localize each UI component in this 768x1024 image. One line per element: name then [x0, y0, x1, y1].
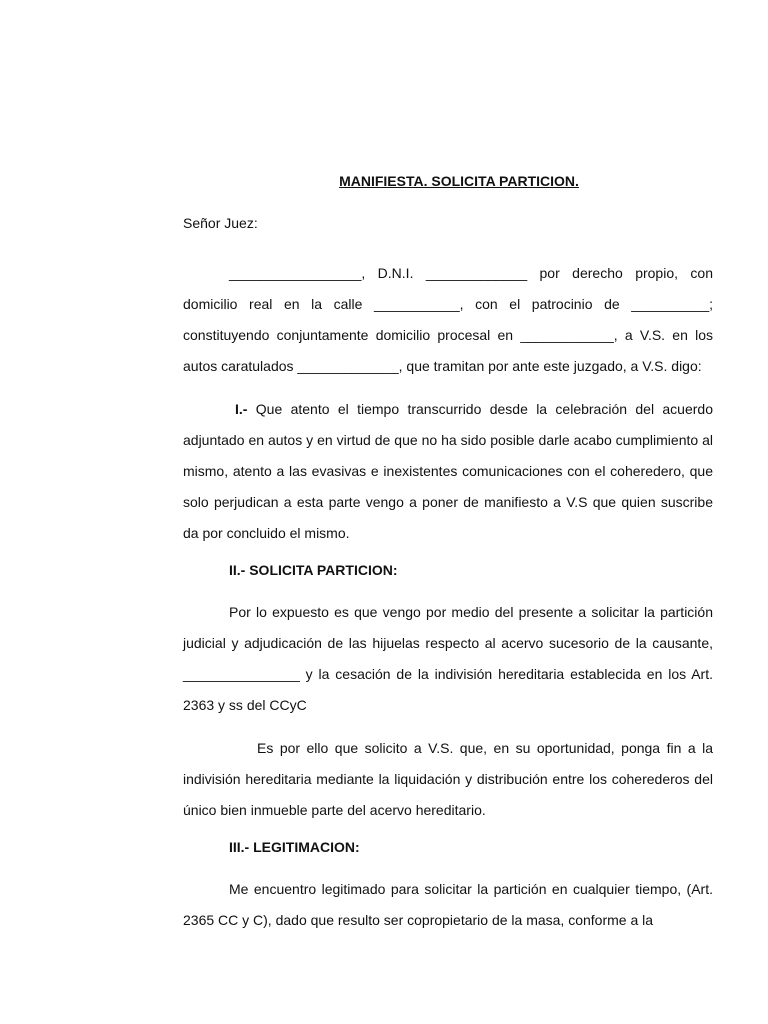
document-body — [183, 172, 713, 948]
section-1-label: I.- — [235, 401, 248, 417]
intro-paragraph: _________________, D.N.I. _____________ por derecho propio, con domicilio real en la calle ___________, con el patrocinio de __________; constituyendo conjuntamente domicilio procesal en ____________, a V.S. en los autos caratulados _____________, que tramitan por ante este juzgado, a V.S. digo: — [183, 265, 713, 374]
document-title: MANIFIESTA. SOLICITA PARTICION. — [339, 173, 579, 189]
section-2-paragraph-2: Es por ello que solicito a V.S. que, en su oportunidad, ponga fin a la indivisión hereditaria mediante la liquidación y distribución entre los coherederos del único bien inmueble parte del acervo hereditario. — [183, 740, 713, 818]
section-2-heading: II.- SOLICITA PARTICION: — [229, 562, 398, 578]
section-3-heading: III.- LEGITIMACION: — [229, 839, 360, 855]
section-1-text: Que atento el tiempo transcurrido desde la celebración del acuerdo adjuntado en autos y en virtud de que no ha sido posible darle acabo cumplimiento al mismo, atento a las evasivas e inexistentes comunicaciones con el coheredero, que solo perjudican a esta parte vengo a poner de manifiesto a V.S que quien suscribe da por concluido el mismo. — [183, 401, 713, 541]
salutation: Señor Juez: — [183, 215, 258, 231]
section-3-paragraph-1: Me encuentro legitimado para solicitar la partición en cualquier tiempo, (Art. 2365 CC y C), dado que resulto ser copropietario de la masa, conforme a la — [183, 881, 713, 928]
section-2-paragraph-1: Por lo expuesto es que vengo por medio del presente a solicitar la partición judicial y adjudicación de las hijuelas respecto al acervo sucesorio de la causante, _______________ y la cesación de la indivisión hereditaria establecida en los Art. 2363 y ss del CCyC — [183, 604, 713, 713]
section-1-paragraph — [183, 394, 713, 549]
